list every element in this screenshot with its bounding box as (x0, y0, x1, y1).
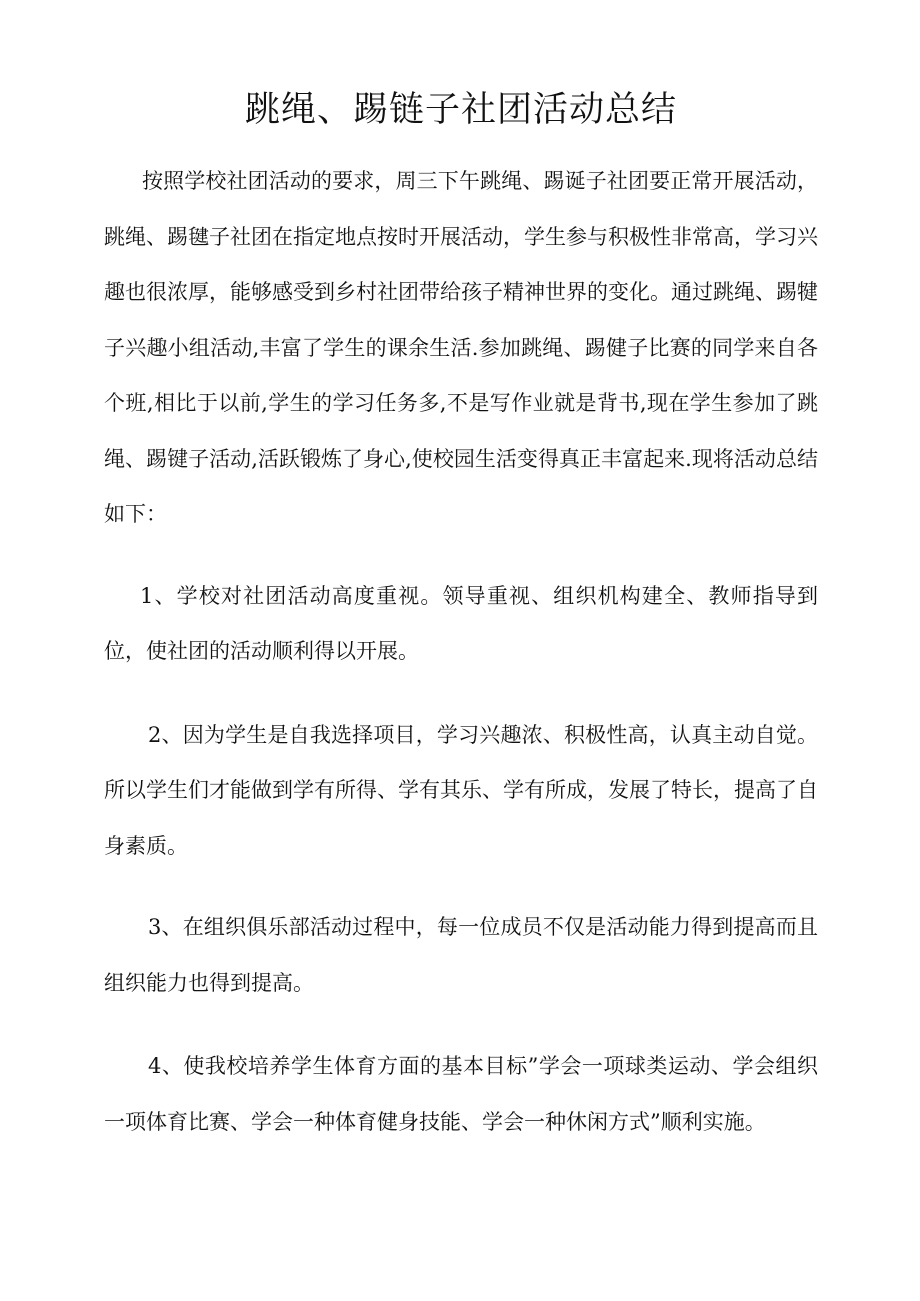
summary-item-2: 2、因为学生是自我选择项目，学习兴趣浓、积极性高，认真主动自觉。所以学生们才能做到学有所得、学有其乐、学有所成，发展了特长，提高了自身素质。 (104, 722, 818, 858)
summary-item-4: 4、使我校培养学生体育方面的基本目标”学会一项球类运动、学会组织一项体育比赛、学会一种体育健身技能、学会一种休闲方式”顺利实施。 (104, 1054, 818, 1134)
summary-item-3: 3、在组织俱乐部活动过程中，每一位成员不仅是活动能力得到提高而且组织能力也得到提高。 (104, 915, 818, 995)
intro-paragraph: 按照学校社团活动的要求，周三下午跳绳、踢诞子社团要正常开展活动，跳绳、踢毽子社团在指定地点按时开展活动，学生参与积极性非常高，学习兴趣也很浓厚，能够感受到乡村社团带给孩子精神世界的变化。通过跳绳、踢犍子兴趣小组活动,丰富了学生的课余生活.参加跳绳、踢健子比赛的同学来自各个班,相比于以前,学生的学习任务多,不是写作业就是背书,现在学生参加了跳绳、踢键子活动,活跃锻炼了身心,使校园生活变得真正丰富起来.现将活动总结如下： (104, 169, 818, 526)
document-title: 跳绳、踢链子社团活动总结 (244, 90, 677, 130)
summary-item-1: 1、学校对社团活动高度重视。领导重视、组织机构建全、教师指导到位，使社团的活动顺利得以开展。 (104, 583, 818, 663)
